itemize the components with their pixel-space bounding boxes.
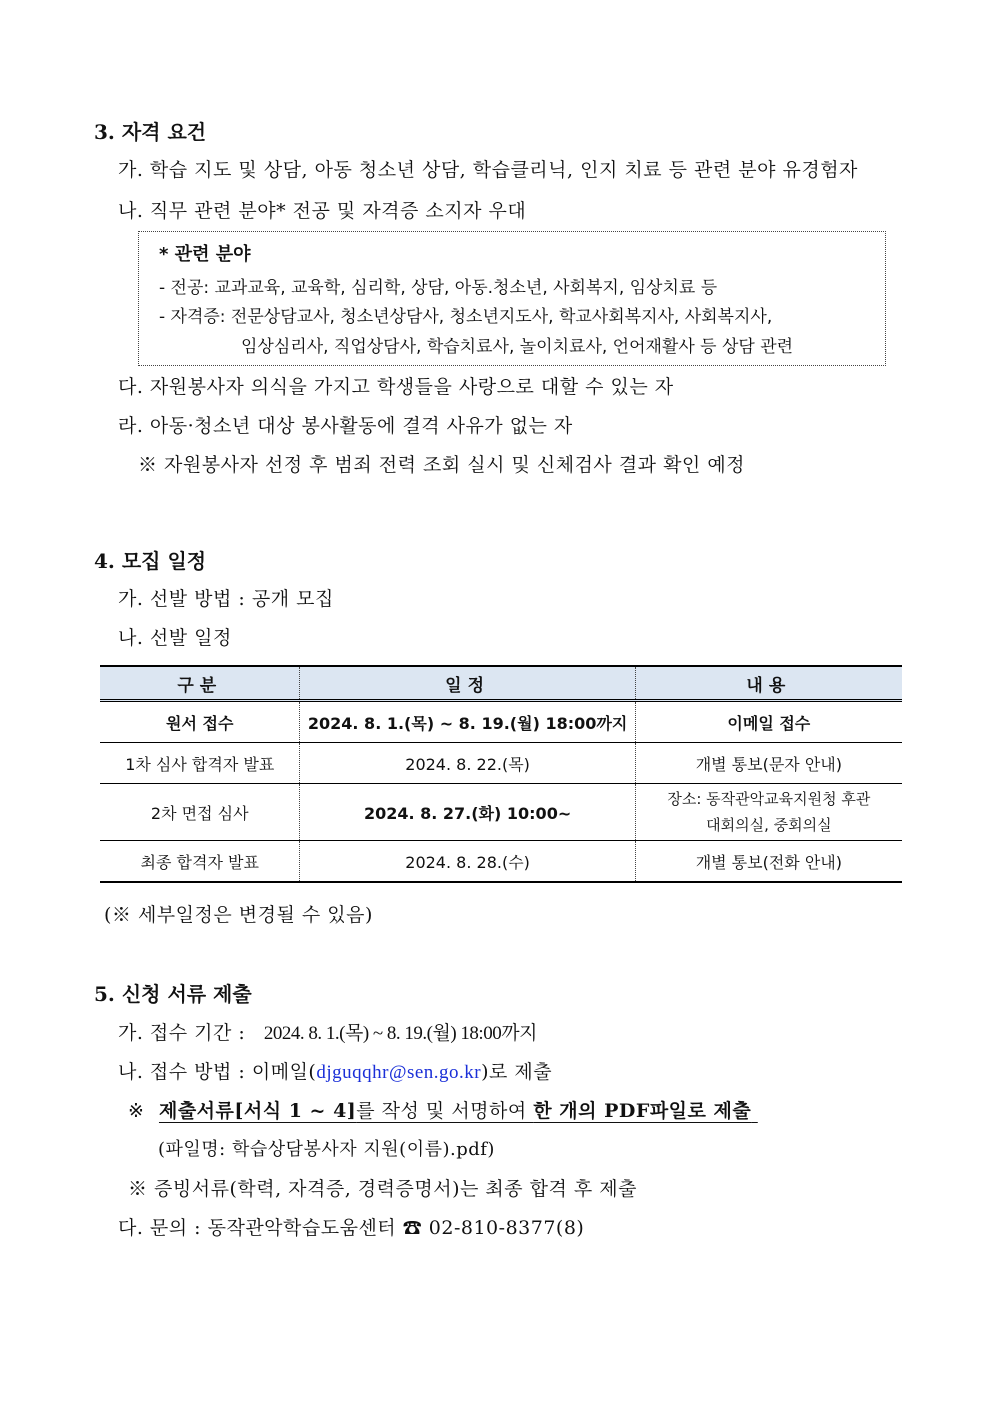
table-row [100,743,902,784]
related-fields-title: * 관련 분야 [159,244,251,265]
selection-schedule-label: 나. 선발 일정 [118,627,232,649]
row-detail-line1: 장소: 동작관악교육지원청 후관 [667,790,871,808]
section-3-title: 3. 자격 요건 [94,120,207,144]
submission-method-prefix: 나. 접수 방법 : 이메일( [118,1061,317,1083]
filename-format: (파일명: 학습상담봉사자 지원(이름).pdf) [158,1139,495,1160]
contact-phone: 02-810-8377(8) [428,1217,585,1239]
single-pdf-instruction: 한 개의 PDF파일로 제출 [533,1100,752,1122]
row-detail-line2: 대회의실, 중회의실 [706,816,832,834]
documents-instruction: 를 작성 및 서명하여 [356,1100,534,1122]
header-detail: 내용 [635,666,902,701]
row-detail: 이메일 접수 [635,701,902,743]
reference-mark-icon: ※ [128,1100,145,1122]
qualification-item-na: 나. 직무 관련 분야* 전공 및 자격증 소지자 우대 [118,200,527,222]
section-5-title: 5. 신청 서류 제출 [94,982,252,1006]
documents-forms: 제출서류[서식 1 ~ 4] [158,1100,357,1122]
schedule-change-note: (※ 세부일정은 변경될 수 있음) [104,904,373,926]
related-majors: - 전공: 교과교육, 교육학, 심리학, 상담, 아동.청소년, 사회복지, 임상치료 등 [159,278,718,298]
email-link[interactable]: djguqqhr@sen.go.kr [316,1062,482,1083]
schedule-table-header [100,666,902,701]
row-schedule: 2024. 8. 22.(목) [300,743,635,784]
row-detail [635,784,902,841]
table-row [100,841,902,883]
header-category: 구분 [100,666,300,701]
table-row [100,701,902,743]
table-row [100,784,902,841]
row-category: 최종 합격자 발표 [100,841,300,883]
submission-period-value: 2024. 8. 1.(목) ~ 8. 19.(월) 18:00까지 [263,1023,537,1044]
selection-method: 가. 선발 방법 : 공개 모집 [118,588,334,610]
phone-icon: ☎ [402,1217,423,1239]
schedule-table [100,665,902,883]
submission-method-suffix: )로 제출 [481,1061,553,1083]
submission-documents-note [128,1096,758,1123]
related-fields-box [138,231,886,366]
contact-info [118,1213,584,1240]
row-category: 2차 면접 심사 [100,784,300,841]
background-check-note: ※ 자원봉사자 선정 후 범죄 전력 조회 실시 및 신체검사 결과 확인 예정 [138,454,746,476]
header-schedule: 일정 [300,666,635,701]
qualification-item-ga: 가. 학습 지도 및 상담, 아동 청소년 상담, 학습클리닉, 인지 치료 등 관련 분야 유경험자 [118,159,858,181]
submission-documents-text [159,1100,758,1122]
qualification-item-ra: 라. 아동·청소년 대상 봉사활동에 결격 사유가 없는 자 [118,415,573,437]
row-schedule: 2024. 8. 1.(목) ~ 8. 19.(월) 18:00까지 [300,701,635,743]
related-certs-line1: - 자격증: 전문상담교사, 청소년상담사, 청소년지도사, 학교사회복지사, 사회복지사, [159,307,773,327]
row-detail: 개별 통보(문자 안내) [635,743,902,784]
submission-method [118,1057,552,1084]
submission-period [118,1018,537,1045]
contact-label: 다. 문의 : 동작관악학습도움센터 [118,1217,397,1239]
row-category: 1차 심사 합격자 발표 [100,743,300,784]
related-certs-line2: 임상심리사, 직업상담사, 학습치료사, 놀이치료사, 언어재활사 등 상담 관련 [241,337,794,357]
row-detail: 개별 통보(전화 안내) [635,841,902,883]
proof-documents-note: ※ 증빙서류(학력, 자격증, 경력증명서)는 최종 합격 후 제출 [128,1178,637,1200]
row-category: 원서 접수 [100,701,300,743]
submission-period-label: 가. 접수 기간 : [118,1022,246,1044]
qualification-item-da: 다. 자원봉사자 의식을 가지고 학생들을 사랑으로 대할 수 있는 자 [118,376,674,398]
row-schedule: 2024. 8. 27.(화) 10:00~ [300,784,635,841]
section-4-title: 4. 모집 일정 [94,549,207,573]
row-schedule: 2024. 8. 28.(수) [300,841,635,883]
